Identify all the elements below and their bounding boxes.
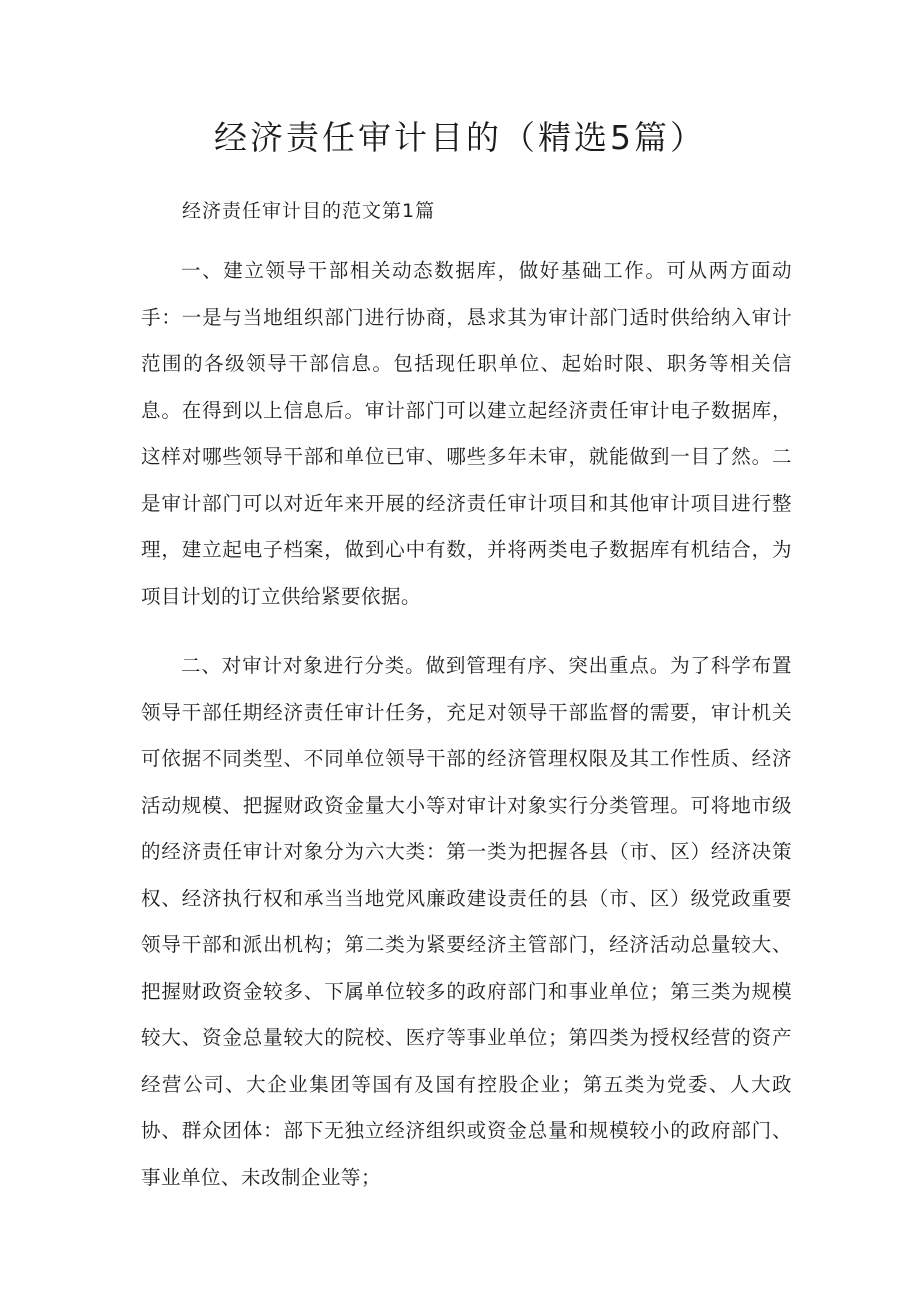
paragraph-2: 二、对审计对象进行分类。做到管理有序、突出重点。为了科学布置领导干部任期经济责任审计任务，充足对领导干部监督的需要，审计机关可依据不同类型、不同单位领导干部的经济管理权限及其工作性质、经济活动规模、把握财政资金量大小等对审计对象实行分类管理。可将地市级的经济责任审计对象分为六大类：第一类为把握各县（市、区）经济决策权、经济执行权和承当当地党风廉政建设责任的县（市、区）级党政重要领导干部和派出机构；第二类为紧要经济主管部门，经济活动总量较大、把握财政资金较多、下属单位较多的政府部门和事业单位；第三类为规模较大、资金总量较大的院校、医疗等事业单位；第四类为授权经营的资产经营公司、大企业集团等国有及国有控股企业；第五类为党委、人大政协、群众团体：部下无独立经济组织或资金总量和规模较小的政府部门、事业单位、未改制企业等； bbox=[141, 654, 792, 1189]
section-heading: 经济责任审计目的范文第1篇 bbox=[182, 200, 436, 222]
paragraph-1: 一、建立领导干部相关动态数据库，做好基础工作。可从两方面动手：一是与当地组织部门进行协商，恳求其为审计部门适时供给纳入审计范围的各级领导干部信息。包括现任职单位、起始时限、职务等相关信息。在得到以上信息后。审计部门可以建立起经济责任审计电子数据库，这样对哪些领导干部和单位已审、哪些多年未审，就能做到一目了然。二是审计部门可以对近年来开展的经济责任审计项目和其他审计项目进行整理，建立起电子档案，做到心中有数，并将两类电子数据库有机结合，为项目计划的订立供给紧要依据。 bbox=[141, 259, 792, 608]
document-title: 经济责任审计目的（精选5篇） bbox=[214, 118, 706, 157]
